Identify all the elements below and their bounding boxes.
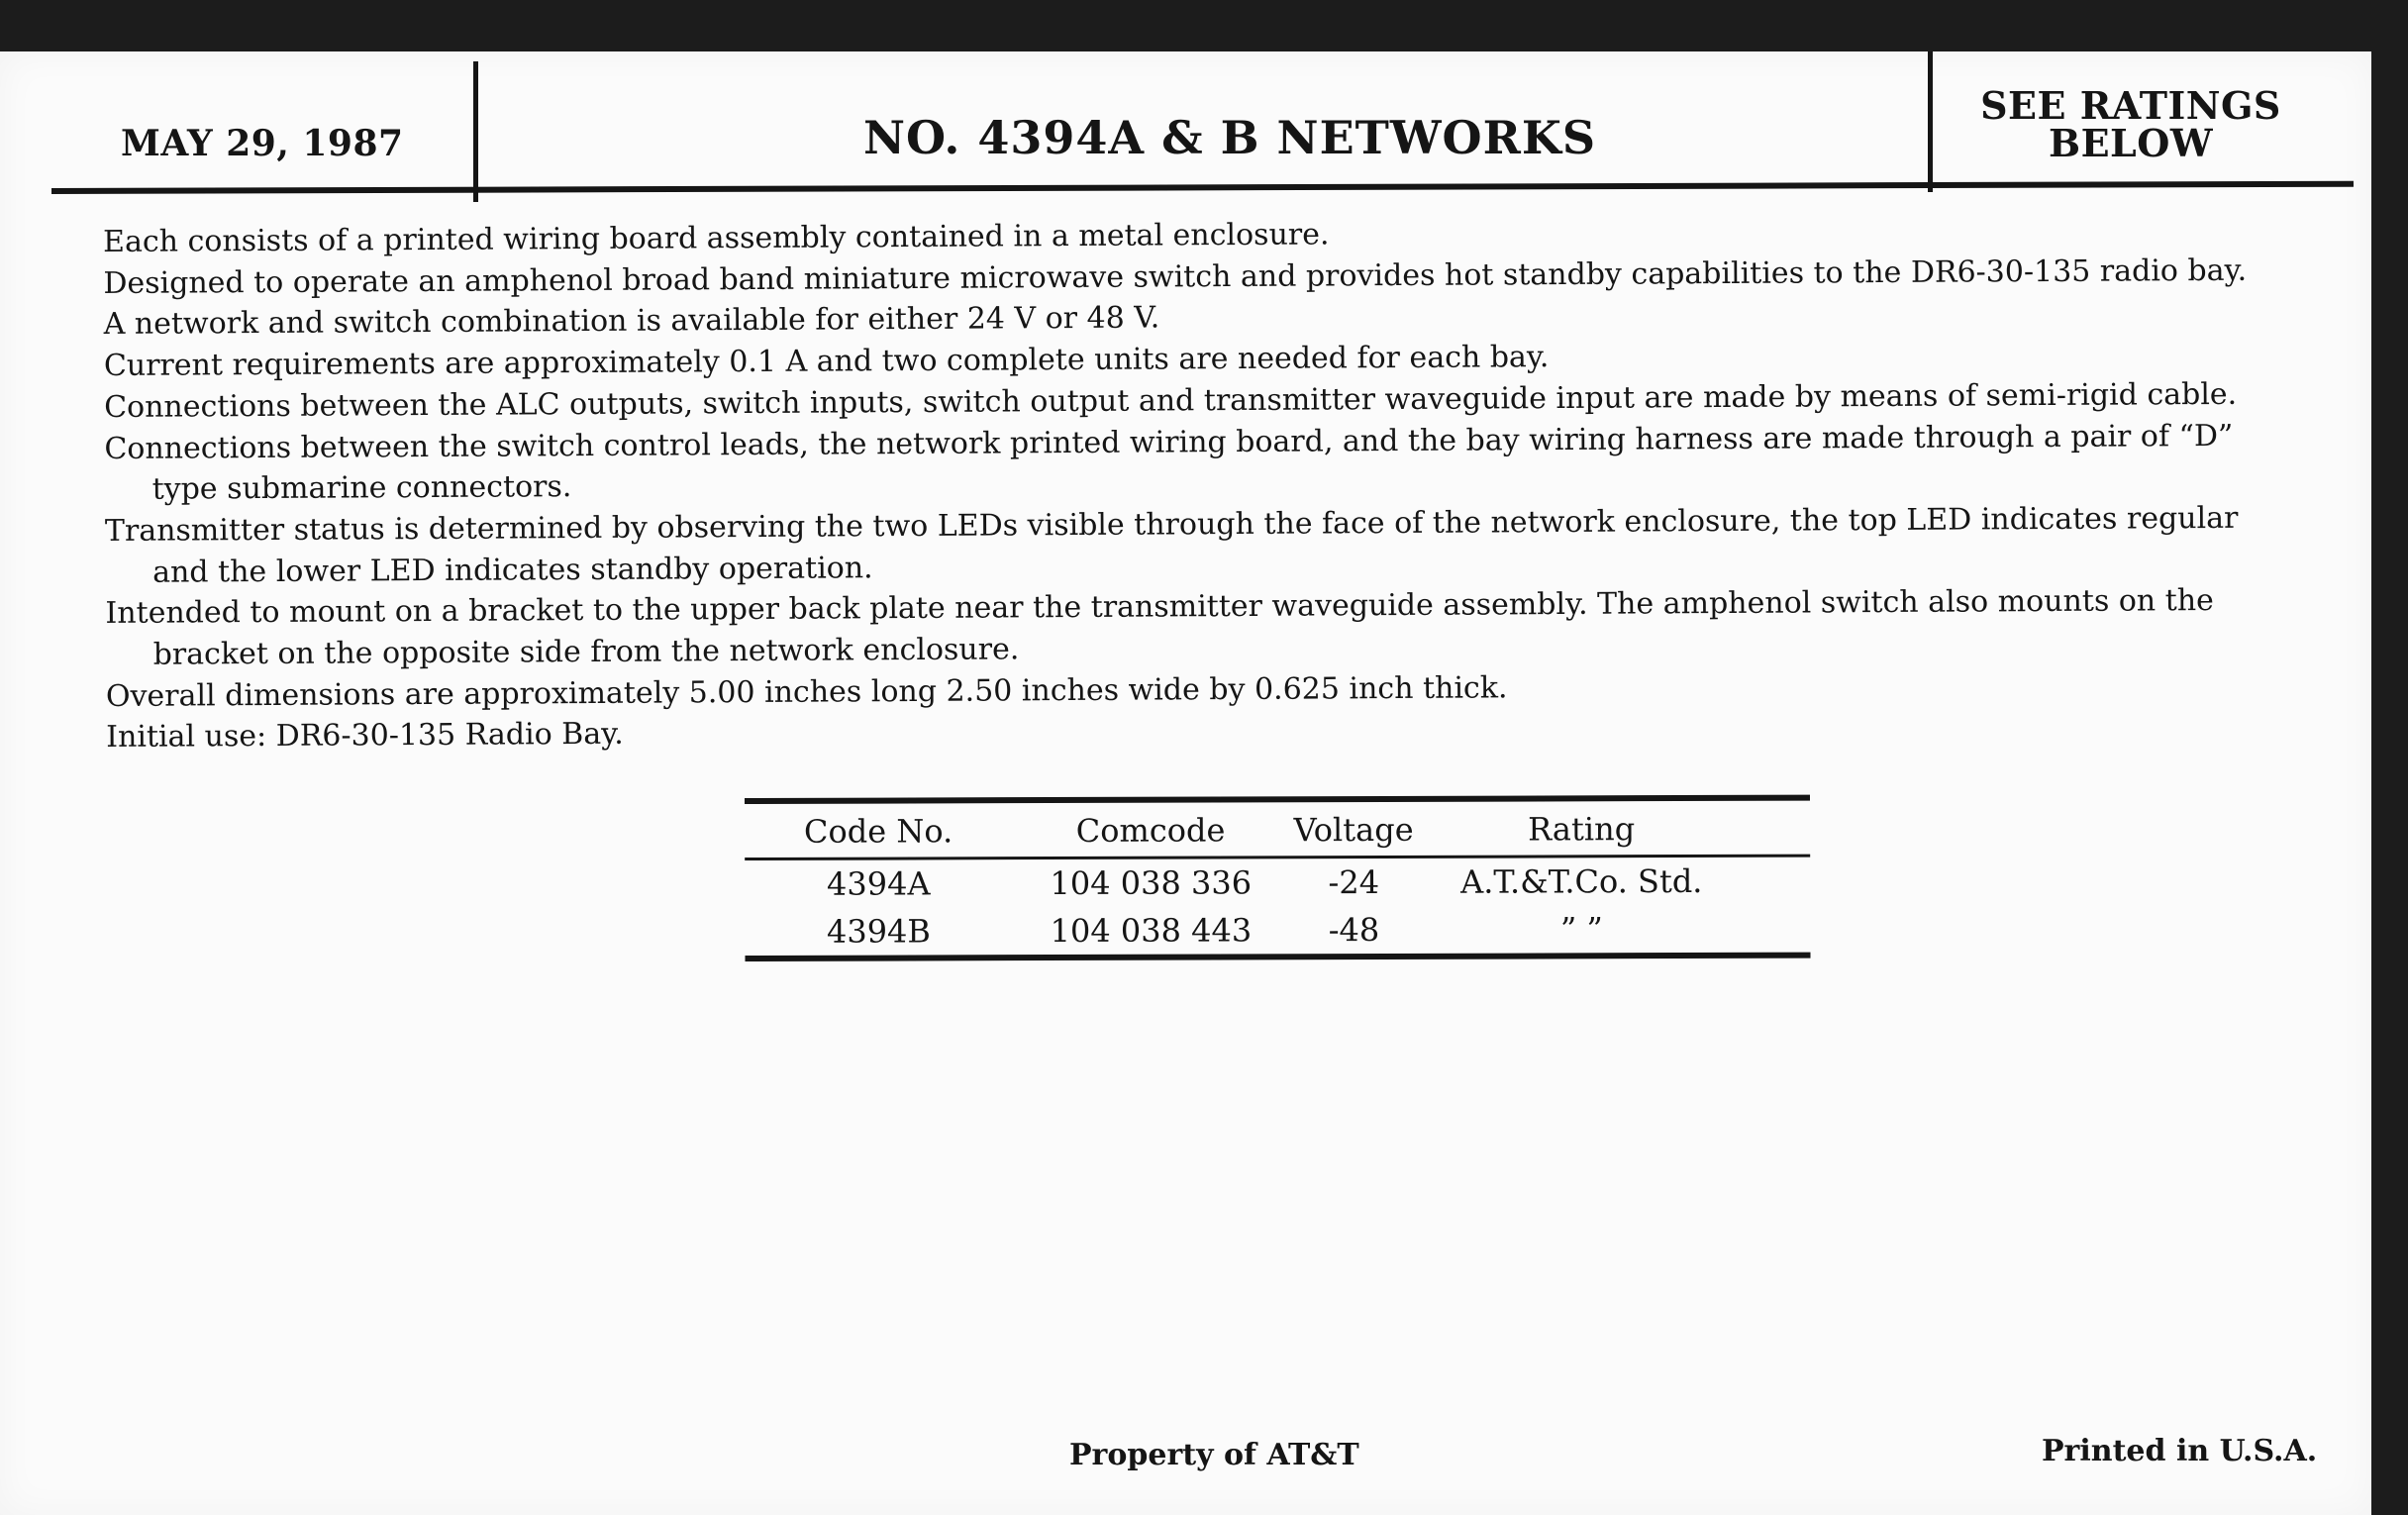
cell-code: 4394A [826,864,931,903]
document-header [51,51,2354,200]
paragraph: Current requirements are approximately 0.1 A and two complete units are needed for each bay. [103,340,1550,384]
column-header-voltage: Voltage [1293,810,1414,850]
property-notice: Property of AT&T [1069,1438,1359,1472]
cell-voltage: -48 [1328,910,1380,950]
issue-date: MAY 29, 1987 [121,123,404,164]
cell-voltage: -24 [1328,862,1380,902]
paragraph: Transmitter status is determined by observing the two LEDs visible through the face of the network enclosure, the top LED indicates regular and the lower LED indicates standby operation. [104,500,2239,590]
column-header-rating: Rating [1527,810,1636,849]
column-header-comcode: Comcode [1075,811,1226,850]
ratings-table [745,795,1811,961]
paragraph: Each consists of a printed wiring board assembly contained in a metal enclosure. [103,217,1330,259]
paragraph: Overall dimensions are approximately 5.00 inches long 2.50 inches wide by 0.625 inch thick. [105,670,1508,714]
paragraph: Connections between the switch control leads, the network printed wiring board, and the bay wiring harness are made through a pair of “D” type submarine connectors. [104,418,2234,507]
column-header-code: Code No. [803,812,953,851]
ratings-note-line1: SEE RATINGS [1980,83,2281,128]
ratings-note [1933,83,2329,165]
paragraph: Initial use: DR6-30-135 Radio Bay. [106,717,624,756]
cell-rating: A.T.&T.Co. Std. [1460,861,1703,901]
description-body [103,208,2304,758]
paragraph: Connections between the ALC outputs, switch inputs, switch output and transmitter waveguide input are made by means of semi-rigid cable. [104,376,2238,425]
paragraph: A network and switch combination is available for either 24 V or 48 V. [103,300,1160,343]
ratings-note-line2: BELOW [2048,121,2214,165]
table-row [745,858,1810,908]
table-row [745,905,1810,956]
cell-code: 4394B [826,912,931,951]
document-title: NO. 4394A & B NETWORKS [862,111,1597,164]
print-origin: Printed in U.S.A. [2042,1434,2318,1468]
cell-comcode: 104 038 443 [1050,911,1253,951]
document-card [0,51,2371,1515]
table-header-row [745,801,1810,858]
cell-rating: ” ” [1559,910,1603,949]
paragraph: Intended to mount on a bracket to the upper back plate near the transmitter waveguide assembly. The amphenol switch also mounts on the bracket on the opposite side from the network enclosure. [105,583,2214,672]
paragraph: Designed to operate an amphenol broad band miniature microwave switch and provides hot standby capabilities to the DR6-30-135 radio bay. [103,252,2248,301]
cell-comcode: 104 038 336 [1050,863,1253,903]
